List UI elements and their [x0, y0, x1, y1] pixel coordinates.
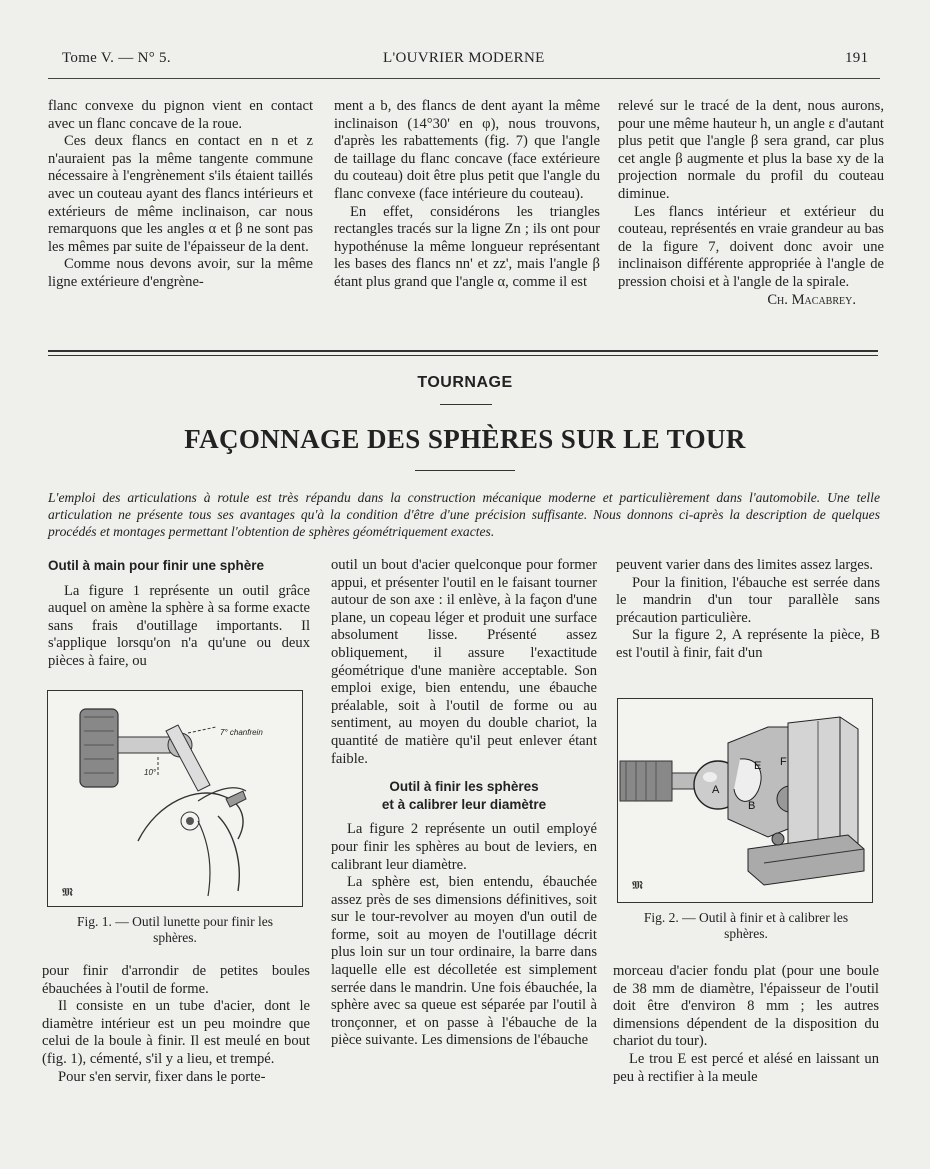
paragraph: relevé sur le tracé de la dent, nous aurons, pour une même hauteur h, un angle ε d'autant plus petit que l'angle β sera grand, car plus cet angle β augmente et plus la base xy de la projection normale du profil du couteau diminue.	[618, 98, 884, 202]
page-number: 191	[845, 50, 869, 66]
subheading-block	[331, 778, 597, 813]
header-rule	[48, 78, 880, 79]
subheading-line-1: Outil à finir les sphères	[389, 779, 539, 795]
subheading: Outil à main pour finir une sphère	[48, 558, 265, 573]
paragraph: En effet, considérons les triangles rectangles tracés sur la ligne Zn ; ils ont pour hypothénuse la même longueur représentant les bases des flancs nn' et zz', mais l'angle β étant plus grand que l'angle α, comme il est	[334, 203, 600, 290]
author-signature: Ch. Macabrey.	[767, 291, 856, 308]
paragraph: flanc convexe du pignon vient en contact avec un flanc concave de la roue.	[48, 98, 313, 132]
article-lead: L'emploi des articulations à rotule est très répandu dans la construction mécanique moderne et particulièrement dans l'automobile. Une telle articulation ne présente tous ses avantages qu'à la condition d'être d'une précision suffisante. Nous donnons ci-après la description de quelques procédés et montages permettant l'obtention de sphères géométriquement exactes.	[48, 490, 880, 539]
figure-1-illustration	[48, 691, 302, 906]
paragraph: Les flancs intérieur et extérieur du couteau, représentés en vraie grandeur au bas de la figure 7, doivent donc avoir une inclinaison différente appropriée à l'angle de pression choisi et à l'angle de la spirale.	[618, 203, 884, 290]
paragraph: La sphère est, bien entendu, ébauchée assez près de ses dimensions définitives, soit sur le tour-revolver au moyen d'un outil de forme, soit au moyen de l'outillage décrit plus loin sur un tour ordinaire, la barre dans laquelle elle est décolletée est simplement serrée dans le mandrin. Une fois ébauchée, la sphère avec sa queue est séparée par l'outil à tronçonner, et on passe à l'ébauche de la pièce suivante. Les dimensions de l'ébauche	[331, 874, 597, 1049]
figure-2-caption: Fig. 2. — Outil à finir et à calibrer les sphères.	[643, 910, 849, 941]
subheading-line-2: et à calibrer leur diamètre	[381, 796, 547, 812]
figure-2-label-a: A	[712, 784, 720, 796]
paragraph: peuvent varier dans des limites assez larges.	[616, 557, 874, 573]
figure-1	[47, 690, 303, 907]
paragraph: Le trou E est percé et alésé en laissant un peu à rectifier à la meule	[613, 1050, 879, 1085]
article-column-1-top	[48, 557, 310, 671]
figure-2-label-b: B	[748, 800, 756, 812]
section-kicker: TOURNAGE	[417, 374, 513, 391]
paragraph: Ces deux flancs en contact en n et z n'auraient pas la même tangente commune nécessaire à l'engrènement s'ils étaient taillés avec un couteau ayant des flancs intérieurs et extérieurs de même inclinaison, car nous remarquons que les angles α et β ne sont pas les mêmes par suite de l'épaisseur de la dent.	[48, 133, 313, 255]
figure-1-label-angle: 10°	[144, 768, 157, 777]
running-header-title: L'OUVRIER MODERNE	[383, 50, 545, 66]
figure-2	[617, 698, 873, 903]
top-article-column-1	[48, 98, 313, 292]
running-header-volume: Tome V. — N° 5.	[62, 50, 171, 66]
article-title: FAÇONNAGE DES SPHÈRES SUR LE TOUR	[184, 424, 746, 454]
paragraph: Il consiste en un tube d'acier, dont le diamètre intérieur est un peu moindre que celui de la boule à finir. Il est meulé en bout (fig. 1), cémenté, s'il y a lieu, et trempé.	[42, 998, 310, 1067]
paragraph: morceau d'acier fondu plat (pour une boule de 38 mm de diamètre, l'épaisseur de l'outil doit être d'environ 8 mm ; les autres dimensions dépendent de la disposition du chariot du tour).	[613, 963, 879, 1050]
paragraph: Pour s'en servir, fixer dans le porte-	[58, 1068, 266, 1085]
figure-1-label-chamfer: 7° chanfrein	[220, 728, 263, 737]
article-column-1-bottom	[42, 963, 310, 1086]
article-column-2	[331, 557, 597, 1050]
paragraph: La figure 2 représente un outil employé pour finir les sphères au bout de leviers, en calibrant leur diamètre.	[331, 821, 597, 873]
svg-text:𝕸: 𝕸	[632, 878, 644, 892]
top-article-column-2	[334, 98, 600, 292]
figure-2-label-f: F	[780, 756, 787, 768]
title-rule	[415, 470, 515, 471]
figure-2-illustration	[618, 699, 872, 902]
svg-text:𝕸: 𝕸	[62, 885, 74, 899]
paragraph: Comme nous devons avoir, sur la même ligne extérieure d'engrène-	[48, 256, 313, 290]
paragraph: outil un bout d'acier quelconque pour former appui, et présenter l'outil en le faisant tourner autour de son axe : il enlève, à la façon d'une plane, un copeau léger et produit une surface absolument lisse. Présenté assez obliquement, il assure l'exactitude géométrique d'une manière acceptable. Son emploi exige, bien entendu, une ébauche préalable, soit à l'outil de forme ou au sentiment, au moyen du double chariot, la quantité de matière qu'il peut enlever étant faible.	[331, 557, 597, 767]
top-article-column-3	[618, 98, 884, 309]
section-divider	[48, 350, 878, 356]
paragraph: Sur la figure 2, A représente la pièce, B est l'outil à finir, fait d'un	[616, 627, 880, 661]
figure-1-caption: Fig. 1. — Outil lunette pour finir les sphères.	[76, 914, 274, 945]
kicker-rule	[440, 404, 492, 405]
paragraph: Pour la finition, l'ébauche est serrée dans le mandrin d'un tour parallèle sans précaution particulière.	[616, 574, 880, 626]
article-column-3-bottom	[613, 963, 879, 1086]
paragraph: pour finir d'arrondir de petites boules ébauchées à l'outil de forme.	[42, 963, 310, 997]
paragraph: ment a b, des flancs de dent ayant la même inclinaison (14°30' en φ), nous trouvons, d'après les rabattements (fig. 7) que l'angle de taillage du flanc concave (face extérieure du couteau) doit être plus petit que l'angle du flanc convexe (face intérieure du couteau).	[334, 98, 600, 202]
figure-2-label-e: E	[754, 760, 762, 772]
paragraph: La figure 1 représente un outil grâce auquel on amène la sphère à sa forme exacte sans frais d'outillage importants. Il s'applique lorsqu'on n'a qu'une ou deux pièces à faire, ou	[48, 582, 310, 669]
article-column-3-top	[616, 557, 880, 663]
